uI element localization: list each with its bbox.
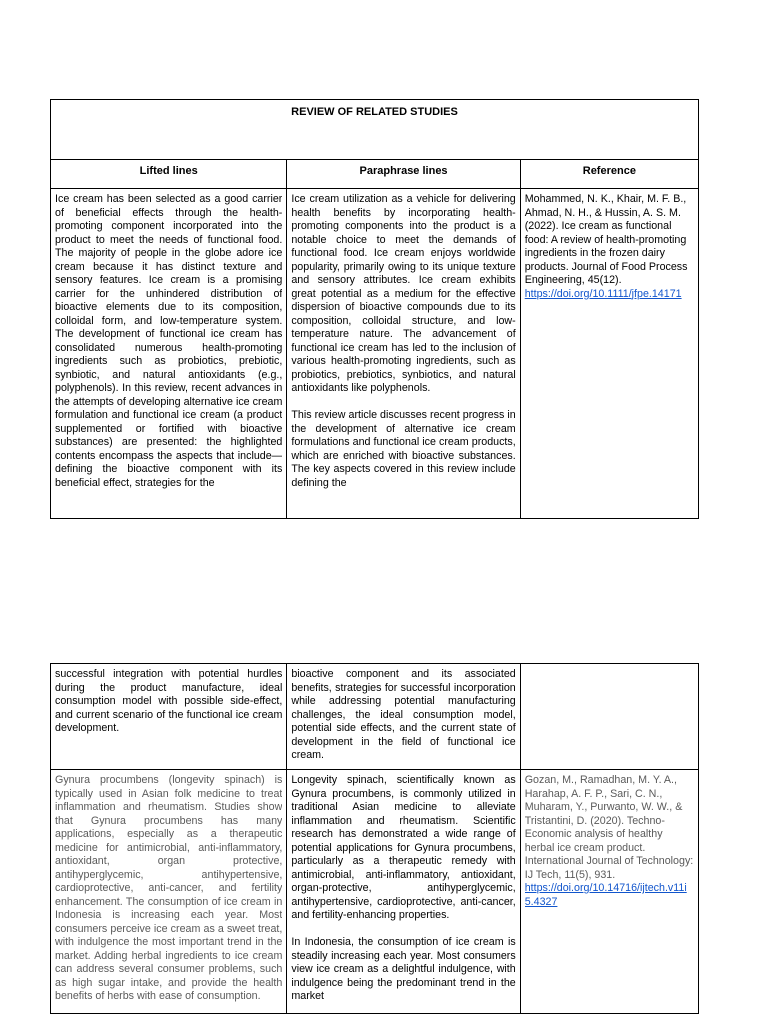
table-row <box>51 770 699 1014</box>
paraphrase-text: Ice cream utilization as a vehicle for delivering health benefits by incorporating health-promoting components into the product is a notable choice to meet the demands of functional food. Ice cream enjoys worldwide popularity, primarily owing to its unique texture and sensory attributes. Ice cream exhibits great potential as a medium for the effective dispersion of bioactive compounds due to its composition, colloidal structure, and low-temperature nature. The advancement of functional ice cream has led to the inclusion of various health-promoting ingredients, such as probiotics, prebiotics, synbiotics, and natural antioxidants like polyphenols. <box>291 193 516 394</box>
lifted-text: Ice cream has been selected as a good carrier of beneficial effects through the health-promoting component incorporated into the product to meet the needs of functional food. The majority of people in the globe adore ice cream because it has distinct texture and sensory features. Ice cream is a promising carrier for the unhindered distribution of bioactive elements due to its composition, colloidal form, and low-temperature system. The development of functional ice cream has consolidated numerous health-promoting ingredients such as probiotics, prebiotic, synbiotic, and natural antioxidants (e.g., polyphenols). In this review, recent advances in the attempts of developing alternative ice cream formulation and functional ice cream (a product supplemented or fortified with bioactive substances) are presented: the highlighted contents encompass the aspects that include—defining the bioactive component with its beneficial effect, strategies for the <box>55 193 283 489</box>
lifted-text: Gynura procumbens (longevity spinach) is typically used in Asian folk medicine to treat inflammation and rheumatism. Studies show that Gynura procumbens has many applications, especially as a therapeutic medicine for antimicrobial, anti-inflammatory, antioxidant, organ protective, antihyperglycemic, antihypertensive, cardioprotective, anti-cancer, and fertility enhancement. The consumption of ice cream in Indonesia is increasing each year. Most consumers perceive ice cream as a sweet treat, with indulgence the most important trend in the market. Adding herbal ingredients to ice cream can address several consumer problems, such as high sugar intake, and provide the health benefits of herbs with ease of consumption. <box>55 774 283 1002</box>
lifted-text: successful integration with potential hurdles during the product manufacture, ideal consumption model with possible side-effect, and current scenario of the functional ice cream development. <box>55 668 283 734</box>
reference-cell <box>520 770 698 1014</box>
review-table-page-1 <box>50 99 699 519</box>
reference-text: Gozan, M., Ramadhan, M. Y. A., Harahap, A. F. P., Sari, C. N., Muharam, Y., Purwanto, W. W., & Tristantini, D. (2020). Techno-Economic analysis of healthy herbal ice cream product. International Journal of Technology: IJ Tech, 11(5), 931. <box>524 774 694 881</box>
reference-cell <box>520 189 698 519</box>
paraphrase-text: This review article discusses recent progress in the development of alternative ice cream formulations and functional ice cream products, which are enriched with bioactive substances. The key aspects covered in this review include defining the <box>291 409 516 489</box>
table-row <box>51 189 699 519</box>
reference-doi-link[interactable]: https://doi.org/10.1111/jfpe.14171 <box>524 287 682 300</box>
lifted-cell <box>51 664 287 770</box>
reference-doi-link[interactable]: https://doi.org/10.14716/ijtech.v11i5.4327 <box>524 882 687 908</box>
reference-cell <box>520 664 698 770</box>
paraphrase-cell <box>287 770 520 1014</box>
header-paraphrase-lines: Paraphrase lines <box>287 160 520 189</box>
paraphrase-cell <box>287 189 520 519</box>
review-table-page-2 <box>50 663 699 1014</box>
paraphrase-cell <box>287 664 520 770</box>
paraphrase-text: In Indonesia, the consumption of ice cream is steadily increasing each year. Most consumers view ice cream as a delightful indulgence, with indulgence being the predominant trend in the market <box>291 936 516 1002</box>
table-title: REVIEW OF RELATED STUDIES <box>51 100 699 160</box>
header-reference: Reference <box>520 160 698 189</box>
paraphrase-text: Longevity spinach, scientifically known as Gynura procumbens, is commonly utilized in traditional Asian medicine to alleviate inflammation and rheumatism. Scientific research has demonstrated a wide range of potential applications for Gynura procumbens, particularly as a therapeutic remedy with antimicrobial, anti-inflammatory, antioxidant, organ-protective, antihyperglycemic, antihypertensive, cardioprotective, anti-cancer, and fertility-enhancing properties. <box>291 774 516 921</box>
table-row <box>51 664 699 770</box>
paraphrase-text: bioactive component and its associated benefits, strategies for successful incorporation while addressing potential manufacturing challenges, the ideal consumption model, potential side effects, and the current state of development in the field of functional ice cream. <box>291 668 516 761</box>
header-lifted-lines: Lifted lines <box>51 160 287 189</box>
lifted-cell <box>51 770 287 1014</box>
lifted-cell <box>51 189 287 519</box>
reference-text: Mohammed, N. K., Khair, M. F. B., Ahmad, N. H., & Hussin, A. S. M. (2022). Ice cream as functional food: A review of health-promoting ingredients in the frozen dairy products. Journal of Food Process Engineering, 45(12). <box>524 193 688 286</box>
